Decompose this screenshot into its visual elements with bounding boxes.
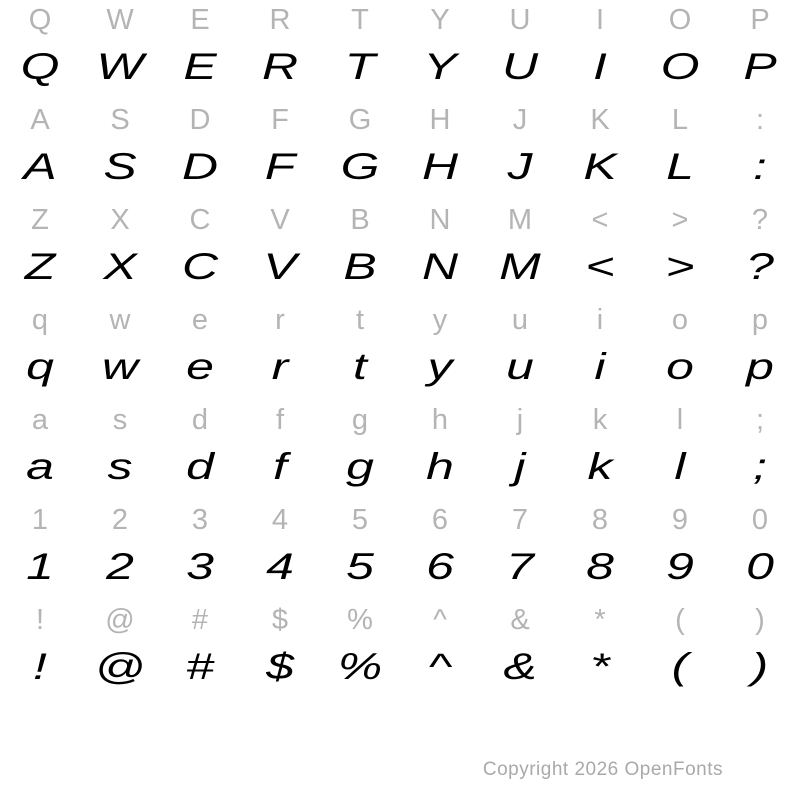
specimen-row-uppercase-bottom — [0, 244, 800, 300]
specimen-glyph: q — [26, 346, 54, 387]
specimen-row-lowercase-home — [0, 444, 800, 500]
reference-glyph: 4 — [271, 504, 289, 536]
specimen-glyph: K — [583, 146, 617, 187]
specimen-row-uppercase-home — [0, 144, 800, 200]
reference-row-uppercase-top — [0, 0, 800, 44]
reference-glyph: 9 — [671, 504, 689, 536]
specimen-glyph: w — [101, 346, 139, 387]
reference-glyph: 0 — [751, 504, 769, 536]
specimen-glyph: 6 — [426, 546, 454, 587]
reference-glyph: P — [750, 4, 770, 36]
reference-glyph: 6 — [431, 504, 449, 536]
specimen-glyph: : — [753, 146, 767, 187]
specimen-glyph: s — [107, 446, 133, 487]
specimen-glyph: 4 — [266, 546, 294, 587]
reference-glyph: r — [275, 304, 285, 336]
specimen-glyph: < — [585, 246, 615, 287]
specimen-glyph: 0 — [746, 546, 774, 587]
specimen-glyph: $ — [266, 646, 294, 687]
specimen-glyph: a — [26, 446, 54, 487]
specimen-glyph: 7 — [506, 546, 534, 587]
specimen-glyph: W — [96, 46, 144, 87]
reference-glyph: R — [269, 4, 291, 36]
reference-glyph: N — [429, 204, 451, 236]
reference-row-lowercase-top — [0, 300, 800, 344]
specimen-row-symbols — [0, 644, 800, 700]
specimen-glyph: U — [501, 46, 539, 87]
reference-glyph: X — [110, 204, 130, 236]
specimen-glyph: % — [337, 646, 383, 687]
reference-glyph: f — [275, 404, 285, 436]
specimen-glyph: f — [273, 446, 287, 487]
specimen-glyph: N — [421, 246, 459, 287]
specimen-glyph: F — [264, 146, 296, 187]
specimen-row-digits — [0, 544, 800, 600]
specimen-glyph: T — [344, 46, 376, 87]
specimen-glyph: ) — [751, 646, 769, 687]
specimen-glyph: P — [743, 46, 777, 87]
specimen-glyph: * — [590, 646, 610, 687]
reference-glyph: s — [112, 404, 128, 436]
reference-glyph: 1 — [31, 504, 49, 536]
specimen-glyph: t — [353, 346, 367, 387]
specimen-glyph: D — [181, 146, 219, 187]
reference-glyph: p — [751, 304, 769, 336]
specimen-glyph: d — [186, 446, 214, 487]
reference-glyph: ; — [755, 404, 765, 436]
specimen-glyph: 1 — [26, 546, 54, 587]
reference-glyph: * — [594, 604, 606, 636]
reference-glyph: j — [516, 404, 524, 436]
reference-glyph: Q — [28, 4, 52, 36]
specimen-glyph: J — [507, 146, 533, 187]
specimen-glyph: ( — [671, 646, 689, 687]
reference-glyph: 7 — [511, 504, 529, 536]
specimen-glyph: @ — [94, 646, 146, 687]
specimen-glyph: p — [746, 346, 774, 387]
reference-glyph: @ — [105, 604, 135, 636]
specimen-glyph: H — [421, 146, 459, 187]
specimen-glyph: ? — [746, 246, 774, 287]
specimen-glyph: C — [181, 246, 219, 287]
specimen-glyph: S — [103, 146, 137, 187]
specimen-glyph: X — [103, 246, 137, 287]
reference-glyph: 8 — [591, 504, 609, 536]
reference-glyph: g — [351, 404, 369, 436]
reference-glyph: a — [31, 404, 49, 436]
specimen-glyph: k — [587, 446, 613, 487]
reference-glyph: E — [190, 4, 210, 36]
reference-glyph: w — [109, 304, 131, 336]
specimen-glyph: ^ — [428, 646, 452, 687]
specimen-glyph: E — [183, 46, 217, 87]
reference-glyph: < — [591, 204, 609, 236]
reference-glyph: T — [351, 4, 369, 36]
specimen-glyph: 9 — [666, 546, 694, 587]
reference-glyph: ) — [755, 604, 765, 636]
specimen-glyph: ; — [753, 446, 767, 487]
specimen-glyph: B — [343, 246, 377, 287]
reference-row-lowercase-home — [0, 400, 800, 444]
reference-glyph: y — [432, 304, 448, 336]
reference-glyph: d — [191, 404, 209, 436]
reference-glyph: ^ — [433, 604, 447, 636]
specimen-glyph: 5 — [346, 546, 374, 587]
specimen-glyph: M — [499, 246, 541, 287]
reference-glyph: S — [110, 104, 130, 136]
reference-glyph: q — [31, 304, 49, 336]
specimen-glyph: i — [594, 346, 606, 387]
reference-glyph: 3 — [191, 504, 209, 536]
reference-glyph: % — [347, 604, 373, 636]
reference-glyph: ( — [675, 604, 685, 636]
reference-glyph: F — [271, 104, 289, 136]
specimen-glyph: l — [674, 446, 686, 487]
specimen-glyph: R — [261, 46, 299, 87]
specimen-glyph: V — [263, 246, 297, 287]
specimen-glyph: u — [506, 346, 534, 387]
reference-glyph: J — [512, 104, 528, 136]
specimen-glyph: G — [340, 146, 380, 187]
reference-glyph: $ — [271, 604, 289, 636]
reference-glyph: O — [668, 4, 692, 36]
specimen-glyph: Q — [20, 46, 60, 87]
specimen-glyph: y — [427, 346, 453, 387]
reference-glyph: H — [429, 104, 451, 136]
specimen-glyph: & — [503, 646, 537, 687]
specimen-glyph: 8 — [586, 546, 614, 587]
reference-row-digits — [0, 500, 800, 544]
reference-glyph: h — [431, 404, 449, 436]
reference-glyph: C — [189, 204, 211, 236]
reference-glyph: k — [592, 404, 608, 436]
specimen-glyph: L — [666, 146, 694, 187]
reference-glyph: > — [671, 204, 689, 236]
reference-glyph: W — [106, 4, 134, 36]
specimen-glyph: I — [593, 46, 607, 87]
reference-glyph: L — [671, 104, 689, 136]
reference-glyph: # — [191, 604, 209, 636]
specimen-glyph: 2 — [106, 546, 134, 587]
reference-glyph: K — [590, 104, 610, 136]
reference-glyph: 5 — [351, 504, 369, 536]
reference-glyph: 2 — [111, 504, 129, 536]
copyright-text: Copyright 2026 OpenFonts — [482, 759, 723, 780]
specimen-glyph: Y — [423, 46, 457, 87]
reference-glyph: t — [355, 304, 365, 336]
reference-glyph: U — [509, 4, 531, 36]
specimen-glyph: r — [271, 346, 289, 387]
reference-glyph: l — [676, 404, 684, 436]
reference-glyph: D — [189, 104, 211, 136]
specimen-glyph: ! — [33, 646, 47, 687]
reference-glyph: ? — [751, 204, 769, 236]
reference-glyph: & — [510, 604, 530, 636]
reference-glyph: V — [270, 204, 290, 236]
reference-glyph: A — [30, 104, 50, 136]
specimen-glyph: # — [186, 646, 214, 687]
specimen-glyph: o — [666, 346, 694, 387]
reference-row-symbols — [0, 600, 800, 644]
reference-glyph: B — [350, 204, 370, 236]
specimen-glyph: Z — [24, 246, 56, 287]
specimen-glyph: e — [186, 346, 214, 387]
reference-glyph: M — [507, 204, 533, 236]
reference-glyph: i — [596, 304, 604, 336]
specimen-glyph: > — [665, 246, 695, 287]
reference-glyph: o — [671, 304, 689, 336]
specimen-row-uppercase-top — [0, 44, 800, 100]
reference-glyph: I — [595, 4, 605, 36]
specimen-glyph: j — [514, 446, 526, 487]
reference-row-uppercase-home — [0, 100, 800, 144]
specimen-row-lowercase-top — [0, 344, 800, 400]
reference-glyph: G — [348, 104, 372, 136]
reference-glyph: u — [511, 304, 529, 336]
specimen-glyph: g — [346, 446, 374, 487]
reference-glyph: : — [755, 104, 765, 136]
reference-glyph: e — [191, 304, 209, 336]
specimen-glyph: 3 — [186, 546, 214, 587]
reference-glyph: Z — [31, 204, 49, 236]
specimen-glyph: A — [23, 146, 57, 187]
reference-glyph: ! — [35, 604, 45, 636]
specimen-glyph: h — [426, 446, 454, 487]
reference-row-uppercase-bottom — [0, 200, 800, 244]
reference-glyph: Y — [430, 4, 450, 36]
specimen-glyph: O — [660, 46, 700, 87]
